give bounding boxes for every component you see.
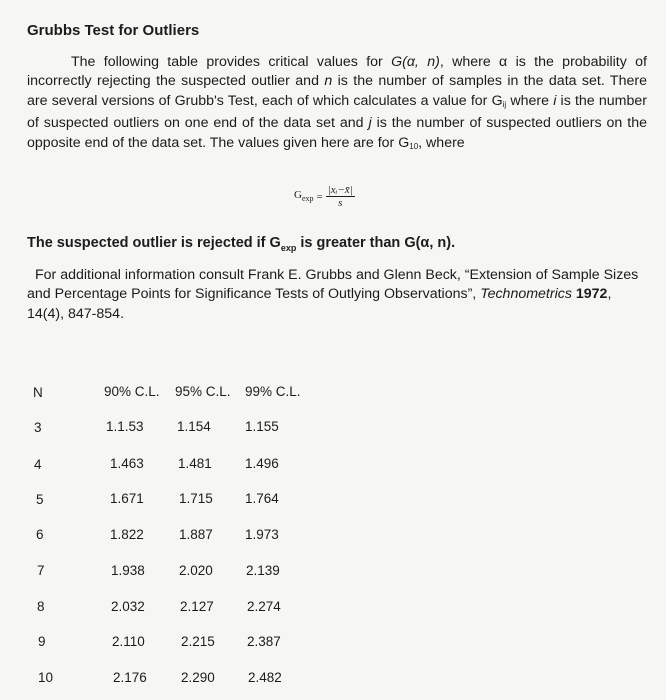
page-title: Grubbs Test for Outliers [27, 22, 200, 39]
table-header-95: 95% C.L. [175, 384, 231, 399]
table-cell: 1.1.53 [106, 419, 144, 434]
intro-text: is the number of samples in the data set. There are several versions of Grubb's Test, each of which calculates a value for G [27, 73, 647, 109]
table-header-99: 99% C.L. [245, 384, 301, 399]
g-alpha-n: G(α, n) [391, 54, 440, 70]
formula-denominator: s [338, 197, 343, 209]
table-n-cell: 8 [37, 599, 45, 614]
table-cell: 2.032 [111, 599, 145, 614]
table-n-cell: 4 [34, 457, 42, 472]
table-cell: 1.764 [245, 491, 279, 506]
rejection-rule [27, 235, 455, 253]
table-n-cell: 7 [37, 563, 45, 578]
table-cell: 2.020 [179, 563, 213, 578]
table-cell: 2.127 [180, 599, 214, 614]
formula-sub: exp [301, 194, 314, 204]
formula-lhs [294, 189, 314, 203]
intro-text: , where α is the probability of incorrectly rejecting the suspected outlier and [27, 54, 648, 90]
table-cell: 1.481 [178, 456, 212, 471]
table-cell: 2.290 [181, 670, 215, 685]
reference-text: For additional information consult Frank E. Grubbs and Glenn Beck, “Extension of Sample Sizes and Percentage Points for Significance Tests of Outlying Observations”, [27, 267, 639, 303]
table-cell: 2.110 [112, 634, 145, 649]
formula-fraction [326, 184, 355, 209]
var-i: i [553, 92, 557, 109]
intro-text: where [506, 92, 554, 109]
intro-text: is the number of suspected outliers on one end of the data set and [27, 92, 647, 132]
table-cell: 2.387 [247, 634, 281, 649]
table-cell: 1.496 [245, 456, 279, 471]
var-n: n [324, 73, 333, 90]
table-cell: 2.139 [246, 563, 280, 578]
table-cell: 2.274 [247, 599, 281, 614]
rule-text: The suspected outlier is rejected if G [27, 235, 281, 251]
reference-year: 1972 [575, 286, 608, 303]
intro-paragraph [27, 53, 647, 156]
reference-paragraph [27, 266, 647, 324]
table-n-cell: 6 [36, 527, 44, 542]
table-n-cell: 5 [36, 492, 44, 507]
subscript-ij: ij [502, 99, 507, 109]
intro-text: is the number of suspected outliers on the opposite end of the data set. The values given here are for G [27, 115, 647, 151]
table-n-header: N [33, 385, 43, 400]
table-n-cell: 10 [38, 670, 54, 685]
formula-g: G [294, 189, 302, 202]
table-cell: 1.463 [110, 456, 144, 471]
table-cell: 1.154 [177, 419, 211, 434]
table-cell: 1.973 [245, 527, 279, 542]
rule-g: G(α, n) [404, 235, 452, 251]
rule-text: . [451, 235, 456, 251]
rule-text: is greater than [296, 235, 405, 251]
var-j: j [368, 115, 372, 132]
reference-text: , 14(4), 847-854. [27, 286, 612, 322]
table-cell: 1.155 [245, 419, 279, 434]
table-n-cell: 9 [38, 634, 46, 649]
table-cell: 1.715 [179, 491, 213, 506]
formula-numerator: |xᵢ−x̄| [327, 184, 353, 196]
table-header-90: 90% C.L. [104, 384, 160, 399]
table-cell: 1.671 [110, 491, 144, 506]
reference-journal: Technometrics [480, 286, 572, 303]
table-n-cell: 3 [34, 420, 42, 435]
rule-subscript: exp [280, 242, 297, 253]
intro-text: The following table provides critical values for [71, 54, 392, 70]
table-cell: 2.215 [181, 634, 215, 649]
table-cell: 1.887 [179, 527, 213, 542]
table-cell: 2.176 [113, 670, 147, 685]
table-cell: 1.822 [110, 527, 144, 542]
table-cell: 2.482 [248, 670, 282, 685]
intro-text: , where [418, 134, 465, 151]
table-cell: 1.938 [111, 563, 145, 578]
subscript-10: 10 [409, 141, 419, 151]
grubbs-formula [294, 184, 355, 209]
formula-equals: = [316, 190, 323, 203]
